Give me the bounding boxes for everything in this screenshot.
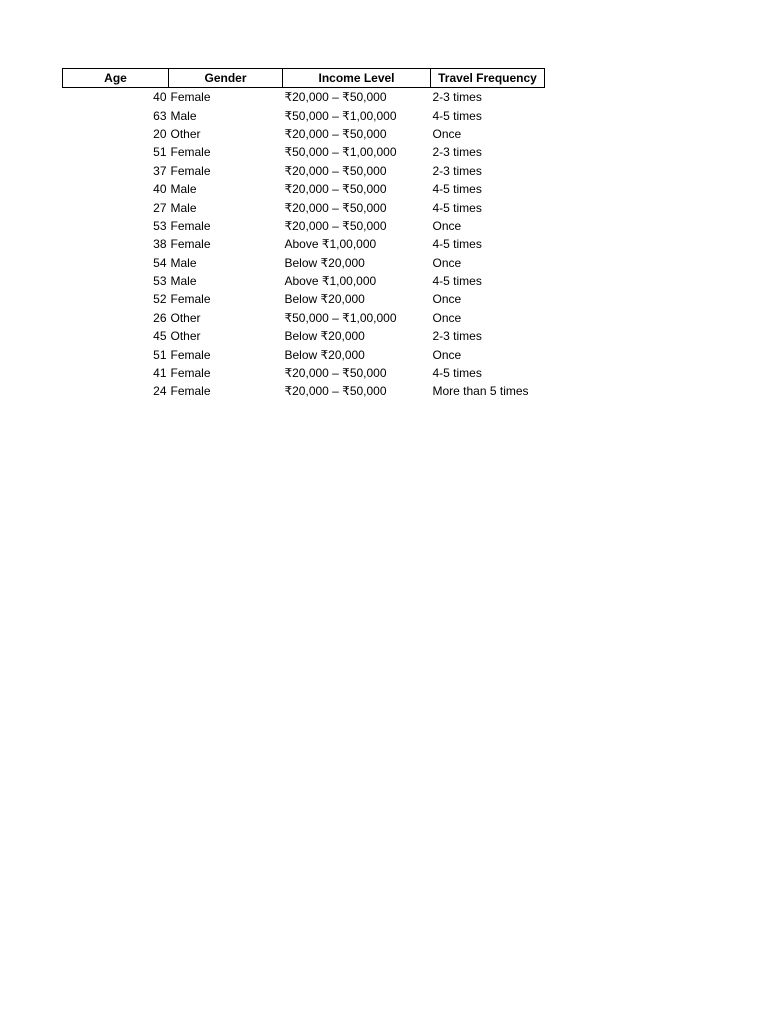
table-body — [63, 88, 545, 401]
travel-frequency-cell: 4-5 times — [432, 200, 482, 215]
travel-frequency-cell: Once — [432, 255, 462, 270]
table-row — [63, 364, 545, 382]
spreadsheet-page — [62, 68, 545, 401]
gender-cell: Male — [170, 182, 197, 197]
age-cell: 40 — [153, 90, 167, 105]
table-row — [63, 345, 545, 363]
income-level-cell: ₹20,000 – ₹50,000 — [284, 90, 387, 105]
age-cell: 45 — [153, 329, 167, 344]
travel-frequency-cell: 4-5 times — [432, 108, 482, 123]
travel-frequency-cell: 2-3 times — [432, 329, 482, 344]
income-level-cell: Below ₹20,000 — [284, 329, 365, 344]
gender-cell: Other — [170, 329, 201, 344]
travel-frequency-cell: Once — [432, 292, 462, 307]
age-cell: 51 — [153, 145, 167, 160]
table-row — [63, 272, 545, 290]
gender-cell: Female — [170, 145, 211, 160]
table-row — [63, 88, 545, 107]
travel-frequency-cell: Once — [432, 218, 462, 233]
header-row — [63, 69, 545, 88]
age-cell: 53 — [153, 274, 167, 289]
income-level-cell: ₹20,000 – ₹50,000 — [284, 182, 387, 197]
table-row — [63, 143, 545, 161]
travel-frequency-cell: 2-3 times — [432, 145, 482, 160]
age-cell: 24 — [153, 384, 167, 399]
age-cell: 41 — [153, 366, 167, 381]
income-level-cell: ₹20,000 – ₹50,000 — [284, 163, 387, 178]
age-cell: 63 — [153, 108, 167, 123]
table-row — [63, 106, 545, 124]
income-level-cell: Above ₹1,00,000 — [284, 237, 377, 252]
table-row — [63, 180, 545, 198]
travel-frequency-cell: Once — [432, 310, 462, 325]
table-row — [63, 125, 545, 143]
income-level-cell: Below ₹20,000 — [284, 347, 365, 362]
table-header — [63, 69, 545, 88]
age-cell: 54 — [153, 255, 167, 270]
header-travel-frequency: Travel Frequency — [431, 69, 545, 88]
table-row — [63, 235, 545, 253]
table-row — [63, 382, 545, 400]
gender-cell: Male — [170, 274, 197, 289]
income-level-cell: Below ₹20,000 — [284, 255, 365, 270]
gender-cell: Male — [170, 108, 197, 123]
travel-frequency-cell: 4-5 times — [432, 274, 482, 289]
gender-cell: Female — [170, 347, 211, 362]
travel-frequency-cell: 2-3 times — [432, 163, 482, 178]
travel-frequency-cell: More than 5 times — [432, 384, 529, 399]
survey-table — [62, 68, 545, 401]
table-row — [63, 217, 545, 235]
gender-cell: Female — [170, 237, 211, 252]
income-level-cell: ₹50,000 – ₹1,00,000 — [284, 145, 397, 160]
gender-cell: Female — [170, 90, 211, 105]
age-cell: 37 — [153, 163, 167, 178]
gender-cell: Other — [170, 126, 201, 141]
travel-frequency-cell: 2-3 times — [432, 90, 482, 105]
travel-frequency-cell: 4-5 times — [432, 366, 482, 381]
age-cell: 27 — [153, 200, 167, 215]
travel-frequency-cell: Once — [432, 126, 462, 141]
gender-cell: Female — [170, 384, 211, 399]
header-gender: Gender — [169, 69, 283, 88]
income-level-cell: ₹20,000 – ₹50,000 — [284, 200, 387, 215]
income-level-cell: Above ₹1,00,000 — [284, 274, 377, 289]
age-cell: 52 — [153, 292, 167, 307]
gender-cell: Male — [170, 200, 197, 215]
income-level-cell: ₹50,000 – ₹1,00,000 — [284, 108, 397, 123]
table-row — [63, 290, 545, 308]
age-cell: 38 — [153, 237, 167, 252]
table-row — [63, 198, 545, 216]
travel-frequency-cell: 4-5 times — [432, 237, 482, 252]
gender-cell: Female — [170, 218, 211, 233]
income-level-cell: Below ₹20,000 — [284, 292, 365, 307]
income-level-cell: ₹20,000 – ₹50,000 — [284, 384, 387, 399]
income-level-cell: ₹20,000 – ₹50,000 — [284, 366, 387, 381]
income-level-cell: ₹50,000 – ₹1,00,000 — [284, 310, 397, 325]
gender-cell: Female — [170, 292, 211, 307]
gender-cell: Female — [170, 366, 211, 381]
age-cell: 51 — [153, 347, 167, 362]
table-row — [63, 162, 545, 180]
gender-cell: Other — [170, 310, 201, 325]
age-cell: 26 — [153, 310, 167, 325]
age-cell: 53 — [153, 218, 167, 233]
table-row — [63, 309, 545, 327]
header-age: Age — [63, 69, 169, 88]
age-cell: 20 — [153, 126, 167, 141]
table-row — [63, 254, 545, 272]
age-cell: 40 — [153, 182, 167, 197]
gender-cell: Male — [170, 255, 197, 270]
table-row — [63, 327, 545, 345]
income-level-cell: ₹20,000 – ₹50,000 — [284, 126, 387, 141]
header-income-level: Income Level — [283, 69, 431, 88]
income-level-cell: ₹20,000 – ₹50,000 — [284, 218, 387, 233]
gender-cell: Female — [170, 163, 211, 178]
travel-frequency-cell: 4-5 times — [432, 182, 482, 197]
travel-frequency-cell: Once — [432, 347, 462, 362]
